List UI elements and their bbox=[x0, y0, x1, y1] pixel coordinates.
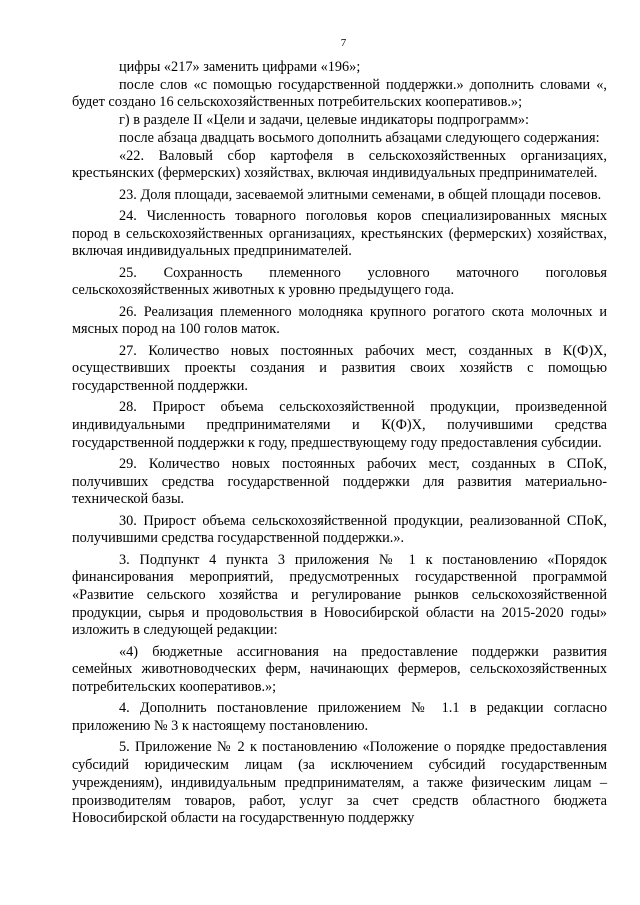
paragraph: после слов «с помощью государственной поддержки.» дополнить словами «, будет создано 16 сельскохозяйственных потребительских кооперативов.»; bbox=[72, 76, 607, 111]
paragraph: 5. Приложение № 2 к постановлению «Положение о порядке предоставления субсидий юридическим лицам (за исключением субсидий государственным учреждениям), индивидуальным предпринимателям, а также физическим лицам – производителям товаров, работ, услуг за счет средств областного бюджета Новосибирской области на государственную поддержку bbox=[72, 739, 607, 827]
paragraph: 30. Прирост объема сельскохозяйственной продукции, реализованной СПоК, получившими средства государственной поддержки.». bbox=[72, 512, 607, 547]
paragraph: после абзаца двадцать восьмого дополнить абзацами следующего содержания: bbox=[119, 129, 600, 146]
paragraph: 29. Количество новых постоянных рабочих мест, созданных в СПоК, получивших средства государственной поддержки для развития материально-технической базы. bbox=[72, 455, 607, 508]
paragraph: цифры «217» заменить цифрами «196»; bbox=[119, 59, 361, 75]
paragraph: «4) бюджетные ассигнования на предоставление поддержки развития семейных животноводческих ферм, начинающих фермеров, сельскохозяйственных потребительских кооперативов.»; bbox=[72, 643, 607, 696]
paragraph: «22. Валовый сбор картофеля в сельскохозяйственных организациях, крестьянских (фермерских) хозяйствах, включая индивидуальных предпринимателей. bbox=[72, 147, 607, 182]
page-number: 7 bbox=[340, 37, 347, 49]
paragraph: 23. Доля площади, засеваемой элитными семенами, в общей площади посевов. bbox=[119, 186, 602, 203]
paragraph: 26. Реализация племенного молодняка крупного рогатого скота молочных и мясных пород на 100 голов маток. bbox=[72, 303, 607, 338]
paragraph: 3. Подпункт 4 пункта 3 приложения № 1 к постановлению «Порядок финансирования мероприятий, предусмотренных государственной программой «Развитие сельского хозяйства и регулирование рынков сельскохозяйственной продукции, сырья и продовольствия в Новосибирской области на 2015-2020 годы» изложить в следующей редакции: bbox=[72, 551, 607, 639]
paragraph: 24. Численность товарного поголовья коров специализированных мясных пород в сельскохозяйственных организациях, крестьянских (фермерских) хозяйствах, включая индивидуальных предпринимателей. bbox=[72, 207, 607, 260]
paragraph: 28. Прирост объема сельскохозяйственной продукции, произведенной индивидуальными предпринимателями и К(Ф)Х, получившими средства государственной поддержки к году, предшествующему году предоставления субсидии. bbox=[72, 399, 607, 451]
paragraph: 4. Дополнить постановление приложением № 1.1 в редакции согласно приложению № 3 к настоящему постановлению. bbox=[72, 700, 607, 735]
paragraph: 27. Количество новых постоянных рабочих мест, созданных в К(Ф)Х, осуществивших проекты создания и развития своих хозяйств с помощью государственной поддержки. bbox=[72, 342, 607, 394]
paragraph: 25. Сохранность племенного условного маточного поголовья сельскохозяйственных животных к уровню предыдущего года. bbox=[72, 264, 607, 299]
document-body bbox=[72, 59, 607, 828]
paragraph: г) в разделе II «Цели и задачи, целевые индикаторы подпрограмм»: bbox=[119, 112, 530, 129]
